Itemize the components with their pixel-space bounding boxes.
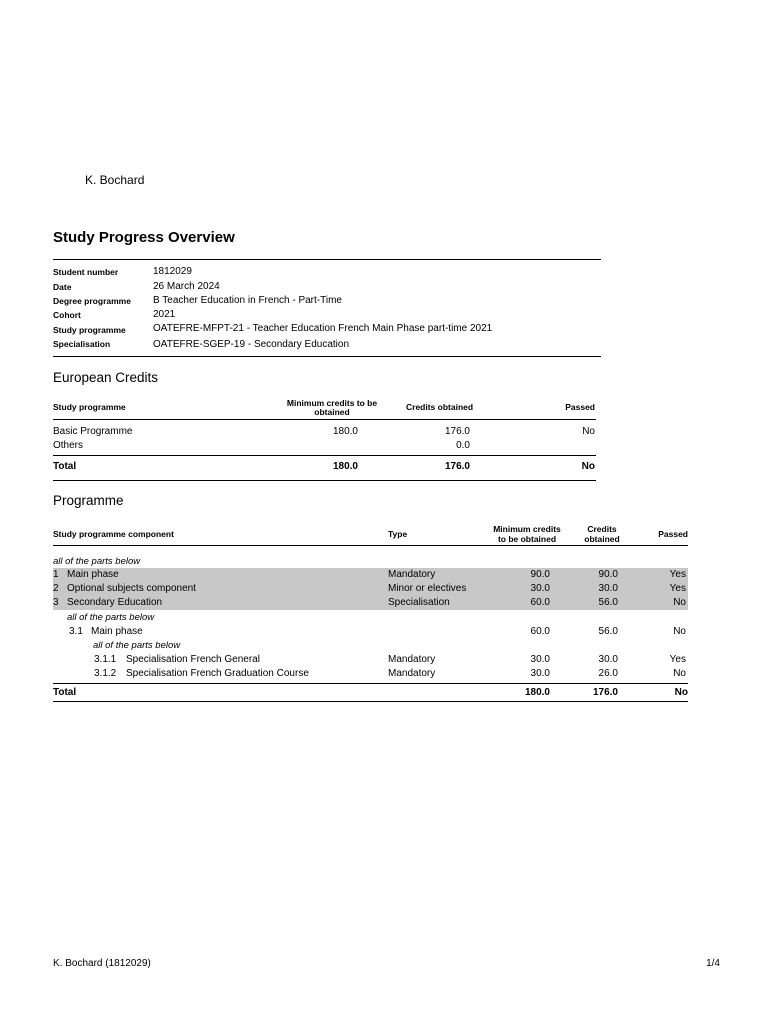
ec-header-min-line2: obtained [314, 407, 350, 417]
ec-header-programme: Study programme [53, 402, 126, 412]
row-min: 60.0 [530, 626, 550, 637]
row-min: 60.0 [530, 597, 550, 608]
info-label-date: Date [53, 282, 72, 292]
pr-header-min-line1: Minimum credits [493, 524, 561, 534]
ec-row-obtained: 0.0 [456, 440, 470, 451]
row-min: 30.0 [530, 668, 550, 679]
pr-total-min: 180.0 [524, 687, 550, 698]
pr-header-min-line2: to be obtained [497, 534, 557, 544]
pr-total-obtained: 176.0 [592, 687, 618, 698]
row-obtained: 90.0 [598, 569, 618, 580]
info-label-student-number: Student number [53, 267, 119, 277]
ec-header-obtained: Credits obtained [406, 402, 474, 412]
row-number: 3 [53, 597, 59, 608]
row-passed: Yes [669, 583, 686, 594]
ec-row-programme: Basic Programme [53, 426, 133, 437]
info-label-specialisation: Specialisation [53, 339, 111, 349]
info-value-student-number: 1812029 [153, 266, 192, 277]
row-number: 3.1 [69, 626, 83, 637]
row-type: Minor or electives [388, 583, 467, 594]
european-credits-heading: European Credits [53, 370, 159, 385]
info-value-cohort: 2021 [153, 309, 176, 320]
pr-bottom-divider [53, 701, 688, 702]
ec-bottom-divider [53, 480, 596, 481]
row-type: Mandatory [388, 569, 436, 580]
ec-total-passed: No [581, 461, 595, 472]
pr-header-passed: Passed [658, 529, 688, 539]
row-component: Main phase [67, 569, 119, 580]
row-passed: No [673, 597, 686, 608]
ec-row-programme: Others [53, 440, 84, 451]
pr-header-credits-line1: Credits [587, 524, 617, 534]
info-value-date: 26 March 2024 [153, 281, 220, 292]
ec-total-label: Total [53, 461, 77, 472]
row-min: 30.0 [530, 654, 550, 665]
row-min: 30.0 [530, 583, 550, 594]
pr-header-divider [53, 545, 688, 546]
row-obtained: 56.0 [598, 597, 618, 608]
footer-student: K. Bochard (1812029) [53, 958, 151, 969]
row-obtained: 30.0 [598, 654, 618, 665]
ec-row-passed: No [582, 426, 595, 437]
info-divider [53, 356, 601, 357]
row-passed: Yes [669, 569, 686, 580]
row-type: Mandatory [388, 654, 436, 665]
row-component: Main phase [91, 626, 143, 637]
row-min: 90.0 [530, 569, 550, 580]
ec-row-min: 180.0 [332, 426, 358, 437]
row-obtained: 30.0 [598, 583, 618, 594]
ec-header-passed: Passed [565, 402, 595, 412]
row-obtained: 26.0 [598, 668, 618, 679]
row-obtained: 56.0 [598, 626, 618, 637]
row-number: 3.1.1 [94, 654, 117, 665]
ec-row-obtained: 176.0 [444, 426, 470, 437]
ec-total-obtained: 176.0 [444, 461, 470, 472]
row-number: 1 [53, 569, 59, 580]
ec-total-divider [53, 455, 596, 456]
page-number: 1/4 [706, 958, 720, 969]
row-passed: No [673, 668, 686, 679]
page-title: Study Progress Overview [53, 229, 235, 246]
row-component: Secondary Education [67, 597, 163, 608]
row-component: Specialisation French General [126, 654, 260, 665]
ec-header-divider [53, 419, 596, 420]
row-component: Optional subjects component [67, 583, 196, 594]
pr-total-passed: No [674, 687, 688, 698]
student-name: K. Bochard [85, 173, 145, 187]
info-label-study-programme: Study programme [53, 325, 126, 335]
ec-header-min-line1: Minimum credits to be [286, 398, 378, 408]
pr-total-divider [53, 683, 688, 684]
info-label-cohort: Cohort [53, 310, 81, 320]
row-highlight [53, 568, 688, 582]
all-parts-label: all of the parts below [67, 612, 155, 623]
pr-header-credits-line2: obtained [584, 534, 620, 544]
info-value-specialisation: OATEFRE-SGEP-19 - Secondary Education [153, 339, 350, 350]
pr-total-label: Total [53, 687, 77, 698]
pr-header-type: Type [388, 529, 408, 539]
row-number: 3.1.2 [94, 668, 117, 679]
row-passed: Yes [669, 654, 686, 665]
row-type: Specialisation [388, 597, 450, 608]
all-parts-label: all of the parts below [53, 556, 141, 567]
title-divider [53, 259, 601, 260]
info-label-degree-programme: Degree programme [53, 296, 131, 306]
row-component: Specialisation French Graduation Course [126, 668, 309, 679]
row-type: Mandatory [388, 668, 436, 679]
info-value-degree-programme: B Teacher Education in French - Part-Time [153, 295, 342, 306]
row-passed: No [673, 626, 686, 637]
pr-header-component: Study programme component [53, 529, 174, 539]
programme-heading: Programme [53, 493, 124, 508]
ec-total-min: 180.0 [332, 461, 358, 472]
row-number: 2 [53, 583, 59, 594]
info-value-study-programme: OATEFRE-MFPT-21 - Teacher Education French Main Phase part-time 2021 [153, 323, 493, 334]
all-parts-label: all of the parts below [93, 640, 181, 651]
